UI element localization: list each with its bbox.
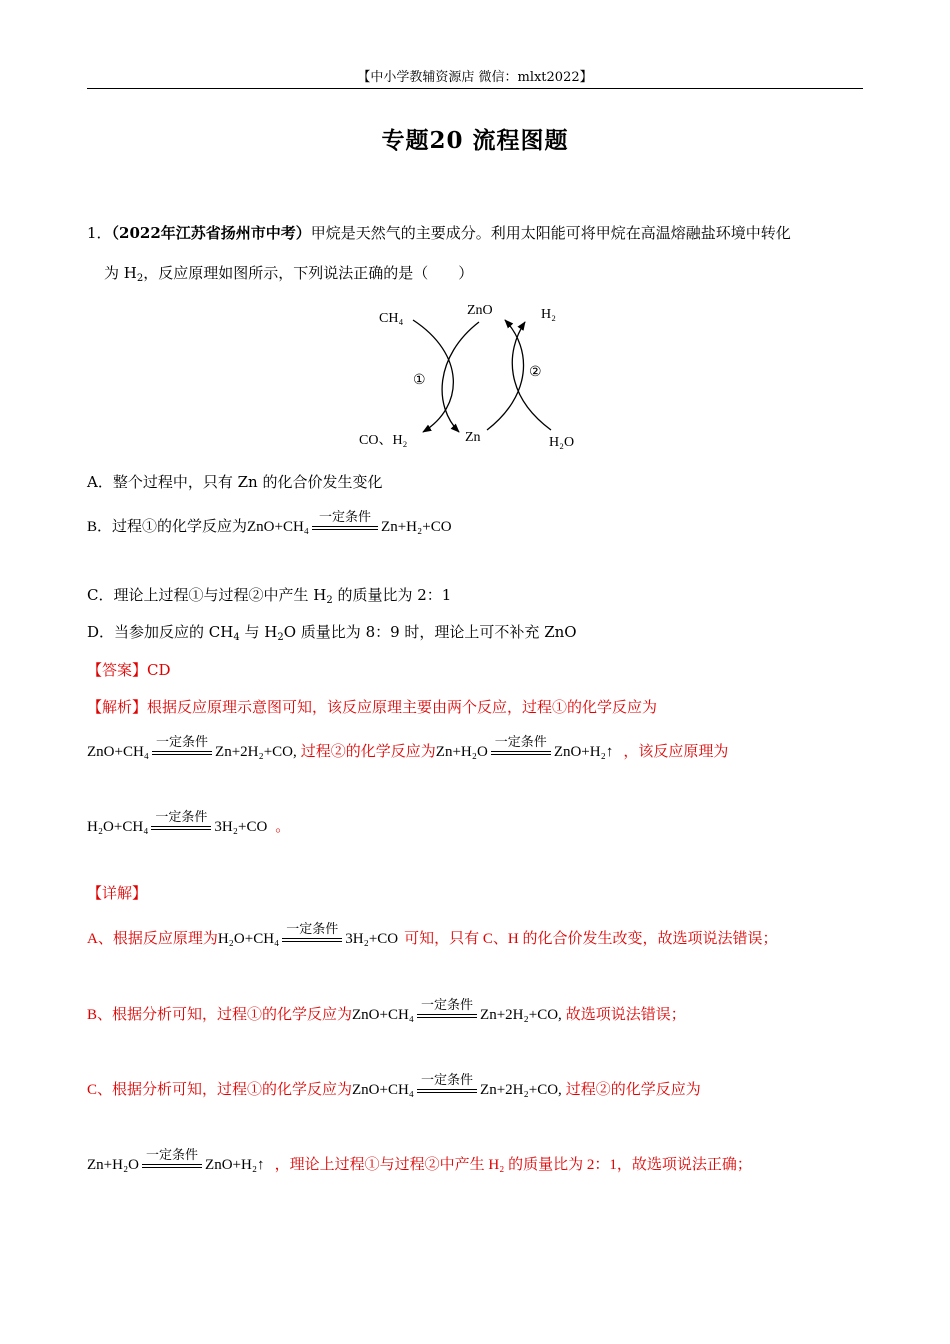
question-source: （2022年江苏省扬州市中考） bbox=[111, 224, 311, 242]
analysis-line-2: ZnO+CH₄ 一定条件 Zn+2H₂+CO, 过程②的化学反应为 Zn+H₂O 一定条件 ZnO+H₂↑ ，该反应原理为 bbox=[87, 735, 729, 760]
reaction-condition: 一定条件 bbox=[312, 510, 378, 536]
detail-c-continued: Zn+H₂O 一定条件 ZnO+H₂↑ ，理论上过程①与过程②中产生 H₂ 的质量比为 2：1，故选项说法正确； bbox=[87, 1148, 752, 1173]
answer-value: CD bbox=[147, 661, 171, 679]
analysis-line-3: H₂O+CH₄ 一定条件 3H₂+CO 。 bbox=[87, 810, 291, 835]
header-rule bbox=[87, 88, 863, 89]
label-h2: H₂ bbox=[541, 307, 556, 322]
analysis-label: 【解析】 bbox=[87, 698, 148, 716]
label-co-h2: CO、H₂ bbox=[359, 433, 408, 448]
label-step-1: ① bbox=[413, 373, 426, 388]
option-a: A．整个过程中，只有 Zn 的化合价发生变化 bbox=[87, 473, 383, 491]
option-d: D．当参加反应的 $CH_4$ 与 $H_2O$ 质量比为 8：9 时，理论上可不补充 ZnO bbox=[87, 623, 577, 643]
detail-a: A、根据反应原理为 H₂O+CH₄ 一定条件 3H₂+CO 可知，只有 C、H 的化合价发生改变，故选项说法错误； bbox=[87, 922, 778, 947]
arrow-zno-to-zn bbox=[442, 322, 479, 432]
detail-b: B、根据分析可知，过程①的化学反应为 ZnO+CH₄ 一定条件 Zn+2H₂+CO, 故选项说法错误； bbox=[87, 998, 686, 1023]
answer-label: 【答案】 bbox=[87, 661, 148, 679]
label-h2o: H₂O bbox=[549, 435, 575, 450]
option-b: B．过程①的化学反应为 ZnO+CH₄ 一定条件 Zn+H₂+CO bbox=[87, 510, 452, 535]
page-title: 专题20 流程图题 bbox=[381, 127, 569, 154]
question-line-1 bbox=[87, 222, 791, 243]
question-text-1: 甲烷是天然气的主要成分。利用太阳能可将甲烷在高温熔融盐环境中转化 bbox=[310, 224, 791, 242]
page-header: 【中小学教辅资源店 微信：mlxt2022】 bbox=[357, 70, 593, 85]
question-line-2: 为 $H_2$，反应原理如图所示，下列说法正确的是（ ） bbox=[104, 264, 474, 284]
detail-c: C、根据分析可知，过程①的化学反应为 ZnO+CH₄ 一定条件 Zn+2H₂+CO, 过程②的化学反应为 bbox=[87, 1073, 701, 1098]
answer bbox=[87, 659, 171, 680]
arrow-zn-to-zno bbox=[487, 320, 524, 430]
label-zno: ZnO bbox=[467, 303, 493, 318]
label-zn: Zn bbox=[465, 430, 481, 445]
label-step-2: ② bbox=[529, 365, 542, 380]
question-number: 1． bbox=[87, 224, 112, 242]
label-ch4: CH₄ bbox=[379, 311, 404, 326]
detail-label: 【详解】 bbox=[87, 884, 148, 902]
reaction-diagram bbox=[355, 296, 595, 456]
option-c: C．理论上过程①与过程②中产生 $H_2$ 的质量比为 2：1 bbox=[87, 586, 452, 606]
analysis-line-1: 【解析】根据反应原理示意图可知，该反应原理主要由两个反应，过程①的化学反应为 bbox=[87, 698, 658, 716]
